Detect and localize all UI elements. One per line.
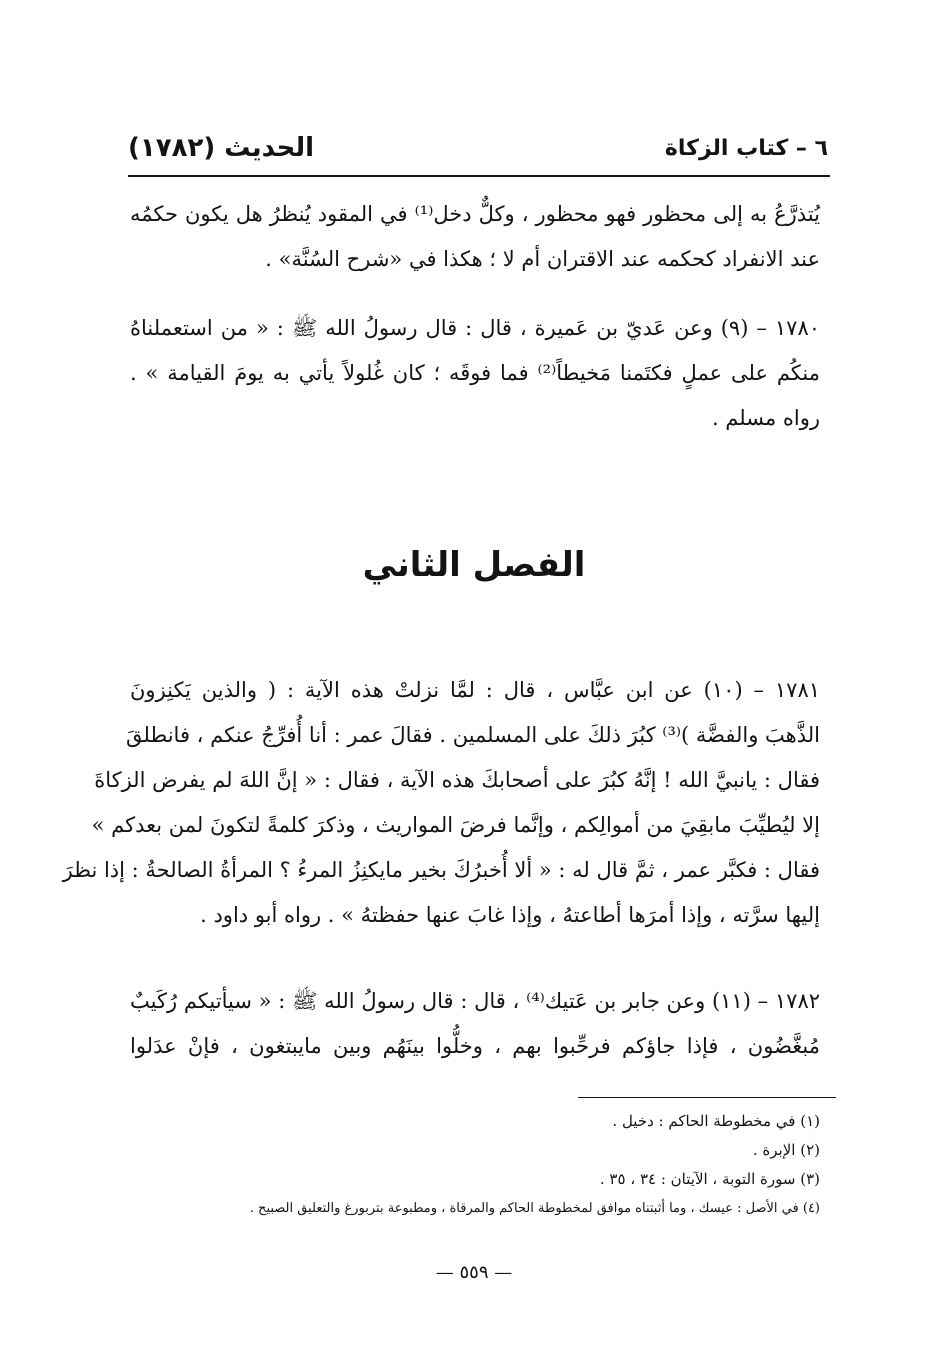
footnote: (٤) في الأصل : عيسك ، وما أثبتناه موافق لمخطوطة الحاكم والمرقاة ، ومطبوعة بتربورغ والتعليق الصبيح . [249,1201,820,1216]
footnote-divider [578,1097,836,1098]
text-line: فقال : يانبيَّ الله ! إنَّهُ كبُرَ على أصحابكَ هذه الآية ، فقال : « إنَّ اللهَ لم يفرض الزكاةَ [94,768,820,792]
text-line: يُتذرَّعُ به إلى محظور فهو محظور ، وكلٌّ دخل⁽¹⁾ في المقود يُنظرُ هل يكون حكمُه [130,202,820,226]
text-line: ١٧٨٢ – (١١) وعن جابر بن عَتيك⁽⁴⁾ ، قال : قال رسولُ الله ﷺ : « سيأتيكم رُكَيبٌ [130,989,821,1013]
text-line: إليها سرَّته ، وإذا أمرَها أطاعتهُ ، وإذا غابَ عنها حفظتهُ » . رواه أبو داود . [200,903,820,927]
text-line: منكُم على عملٍ فكتَمنا مَخيطاً⁽²⁾ فما فوقَه ؛ كان غُلولاً يأتي به يومَ القيامة » . [130,361,820,385]
text-line: عند الانفراد كحكمه عند الاقتران أم لا ؛ هكذا في «شرح السُنَّة» . [265,247,820,271]
hadith-1782 [130,979,820,1069]
book-title: ٦ – كتاب الزكاة [664,135,828,161]
text-line: رواه مسلم . [711,406,820,430]
page-number: — ٥٥٩ — [435,1262,513,1283]
footnote: (٢) الإبرة . [752,1141,820,1159]
section-title: الفصل الثاني [362,545,586,585]
hadith-1780 [130,306,820,441]
text-line: ١٧٨١ – (١٠) عن ابن عبَّاس ، قال : لمَّا نزلتْ هذه الآية : ( والذين يَكنِزونَ [130,678,821,702]
footnote: (١) في مخطوطة الحاكم : دخيل . [612,1112,820,1130]
footnotes [110,1107,820,1223]
header-divider [128,175,830,177]
hadith-1781 [62,668,821,938]
text-line: إلا ليُطيِّبَ مابقِيَ من أموالِكم ، وإنَّما فرضَ المواريث ، وذكرَ كلمةً لتكونَ لمن بعدكم » [91,813,820,837]
footnote: (٣) سورة التوبة ، الآيتان : ٣٤ ، ٣٥ . [599,1170,820,1188]
hadith-range: الحديث (١٧٨٢) [128,133,315,163]
text-line: فقال : فكبَّر عمر ، ثمَّ قال له : « ألا أُخبرُكَ بخير مايكنِزُ المرءُ ؟ المرأةُ الصالحةُ : إذا نظرَ [62,858,820,882]
text-line: مُبغَّضُون ، فإذا جاؤكم فرحِّبوا بهم ، وخلُّوا بينَهُم وبين مايبتغون ، فإنْ عدَلوا [130,1034,820,1058]
continuation-paragraph [130,192,820,282]
text-line: الذَّهبَ والفضَّة )⁽³⁾ كبُرَ ذلكَ على المسلمين . فقالَ عمر : أنا أُفرِّجُ عنكم ، فانطلقَ [126,723,820,747]
text-line: ١٧٨٠ – (٩) وعن عَديّ بن عَميرة ، قال : قال رسولُ الله ﷺ : « من استعملناهُ [130,316,821,340]
running-header [128,128,828,168]
